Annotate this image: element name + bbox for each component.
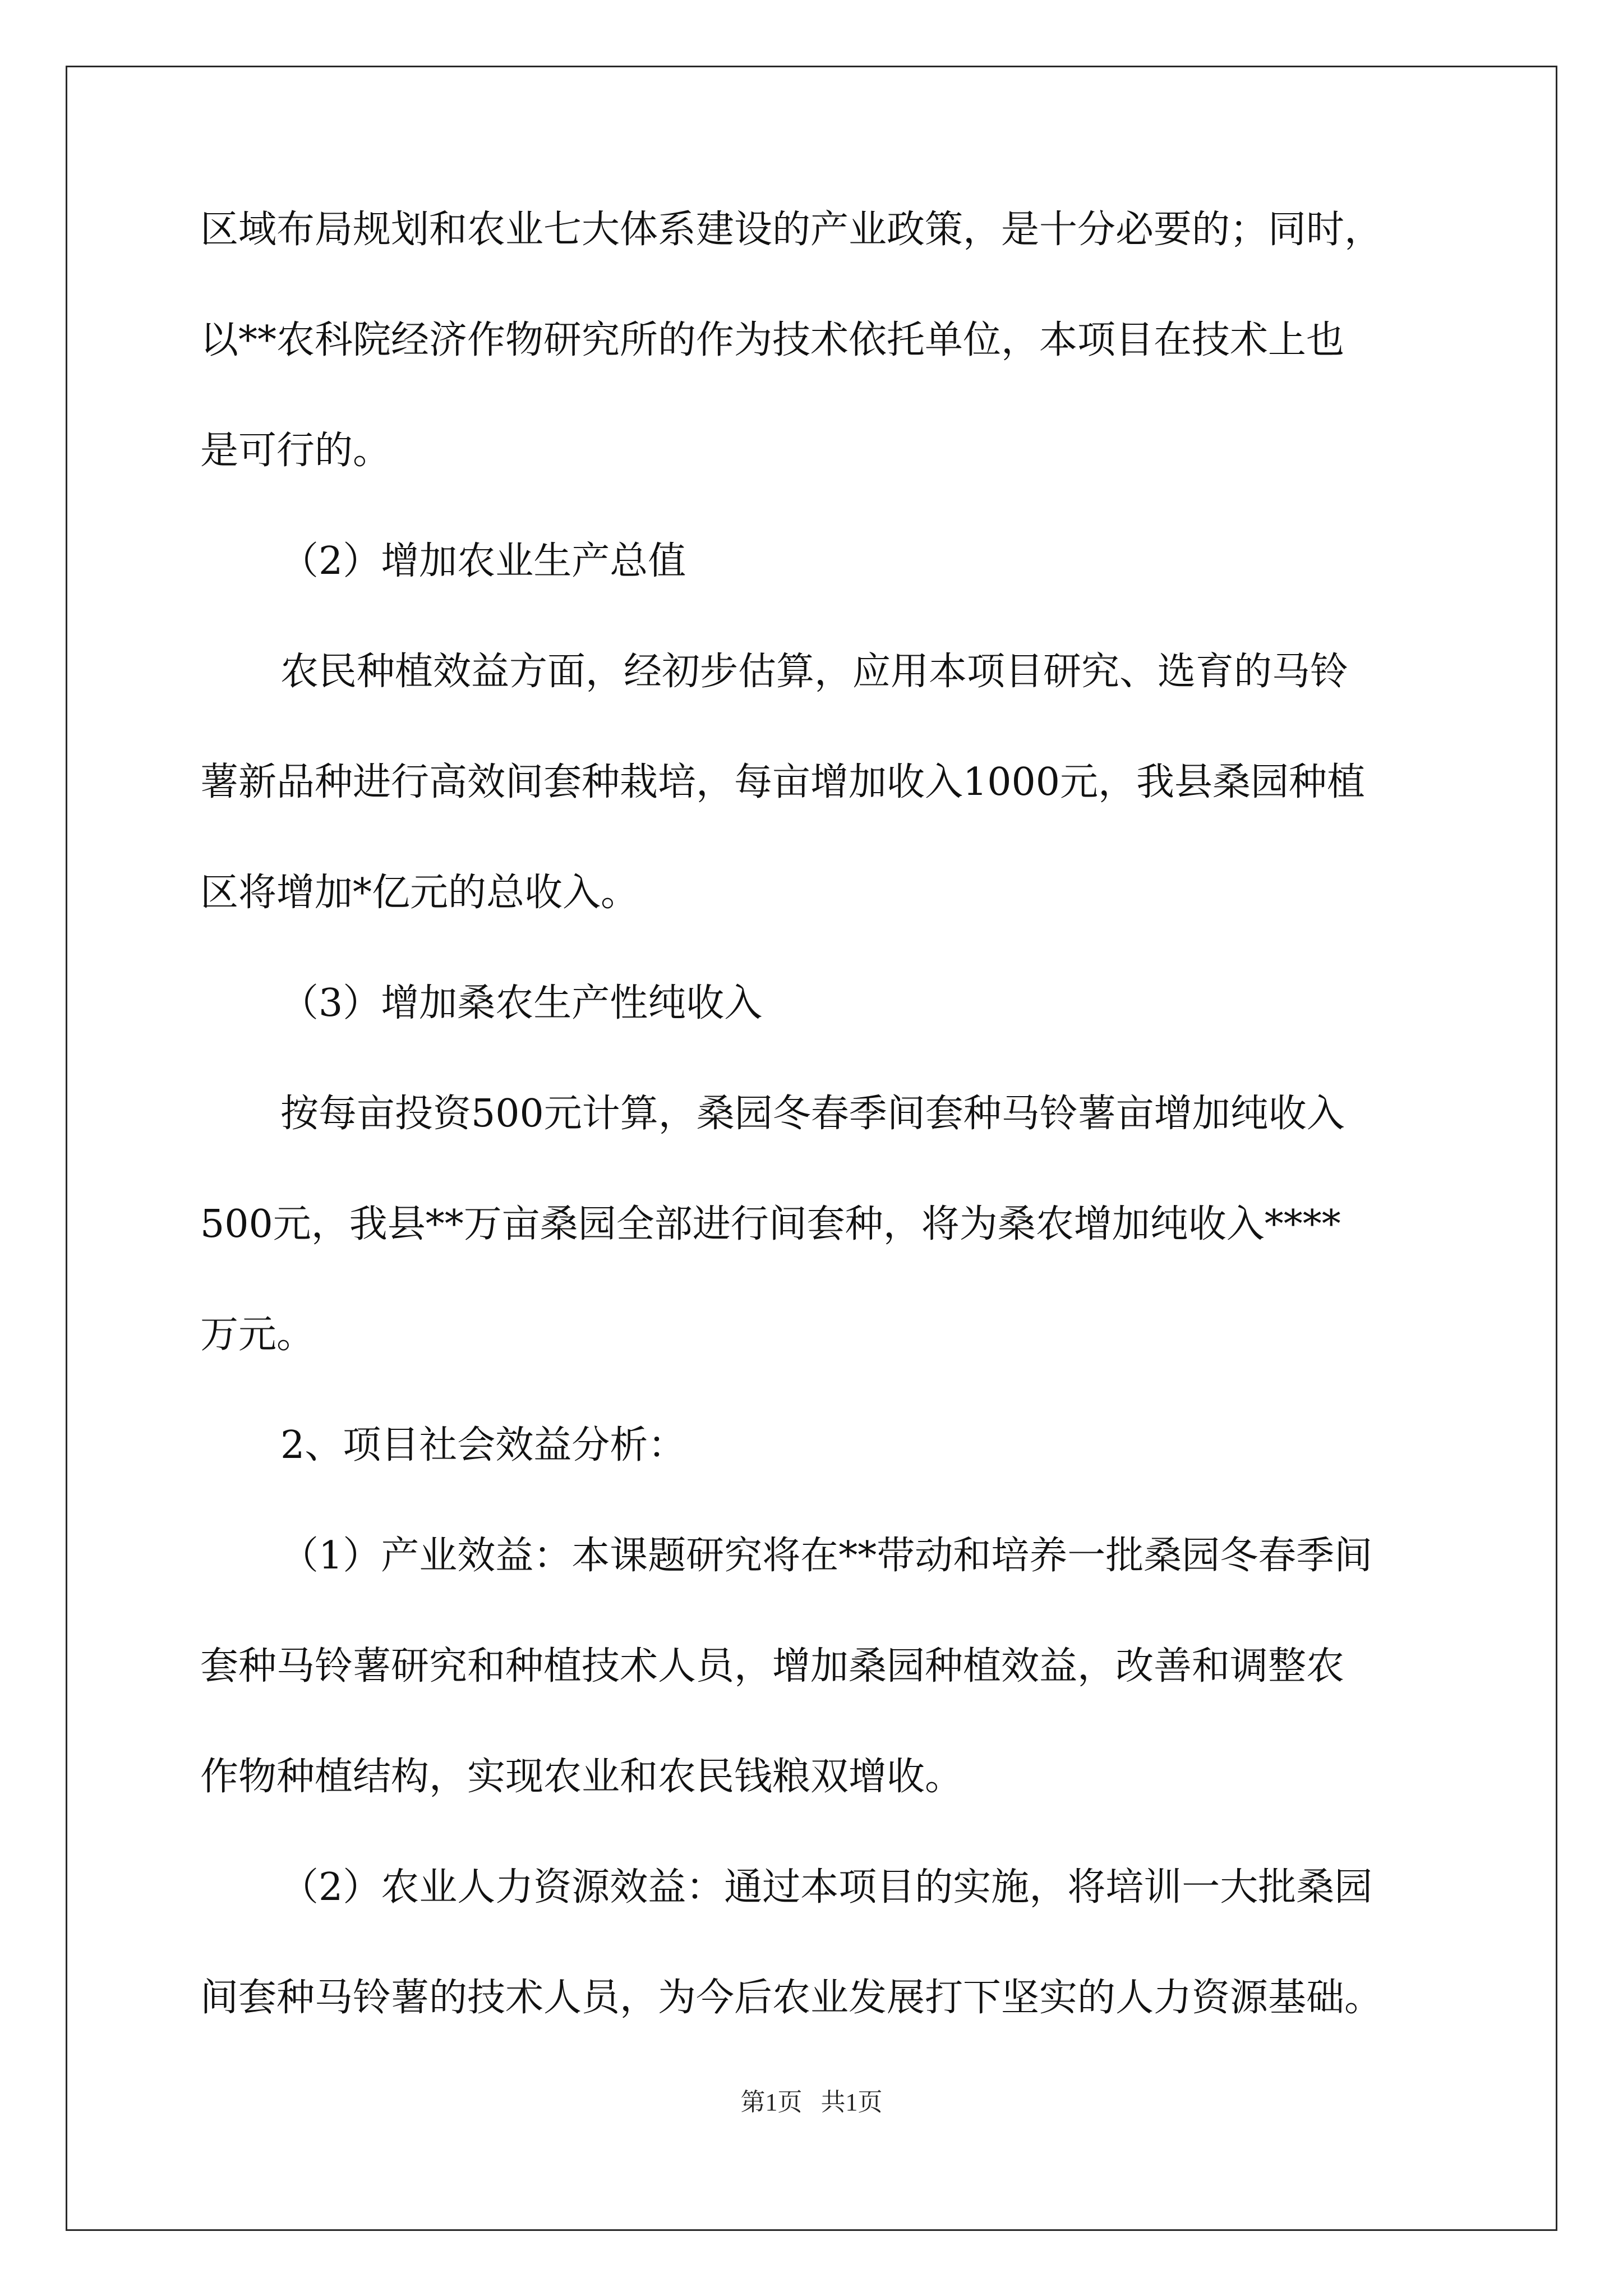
- section-heading: 2、项目社会效益分析：: [280, 1423, 686, 1467]
- paragraph-line: 区将增加*亿元的总收入。: [200, 871, 639, 915]
- page-number-footer: 第1页 共1页: [740, 2088, 883, 2116]
- paragraph-line: （2）农业人力资源效益：通过本项目的实施，将培训一大批桑园: [280, 1865, 1373, 1910]
- paragraph-line: 以**农科院经济作物研究所的作为技术依托单位，本项目在技术上也: [200, 318, 1345, 362]
- section-heading: （2）增加农业生产总值: [280, 539, 686, 583]
- paragraph-line: 套种马铃薯研究和种植技术人员，增加桑园种植效益，改善和调整农: [200, 1644, 1345, 1688]
- paragraph-line: 是可行的。: [200, 429, 391, 473]
- paragraph-line: 万元。: [200, 1313, 315, 1357]
- paragraph-line: 500元，我县**万亩桑园全部进行间套种，将为桑农增加纯收入****: [200, 1202, 1341, 1246]
- paragraph-line: 间套种马铃薯的技术人员，为今后农业发展打下坚实的人力资源基础。: [200, 1976, 1383, 2020]
- paragraph-line: （1）产业效益：本课题研究将在**带动和培养一批桑园冬春季间: [280, 1534, 1373, 1578]
- paragraph-line: 作物种植结构，实现农业和农民钱粮双增收。: [200, 1755, 963, 1799]
- paragraph-line: 农民种植效益方面，经初步估算，应用本项目研究、选育的马铃: [280, 650, 1349, 694]
- paragraph-line: 按每亩投资500元计算，桑园冬春季间套种马铃薯亩增加纯收入: [280, 1092, 1345, 1136]
- paragraph-line: 薯新品种进行高效间套种栽培，每亩增加收入1000元，我县桑园种植: [200, 760, 1366, 804]
- paragraph-line: 区域布局规划和农业七大体系建设的产业政策，是十分必要的；同时，: [200, 208, 1383, 252]
- section-heading: （3）增加桑农生产性纯收入: [280, 981, 763, 1025]
